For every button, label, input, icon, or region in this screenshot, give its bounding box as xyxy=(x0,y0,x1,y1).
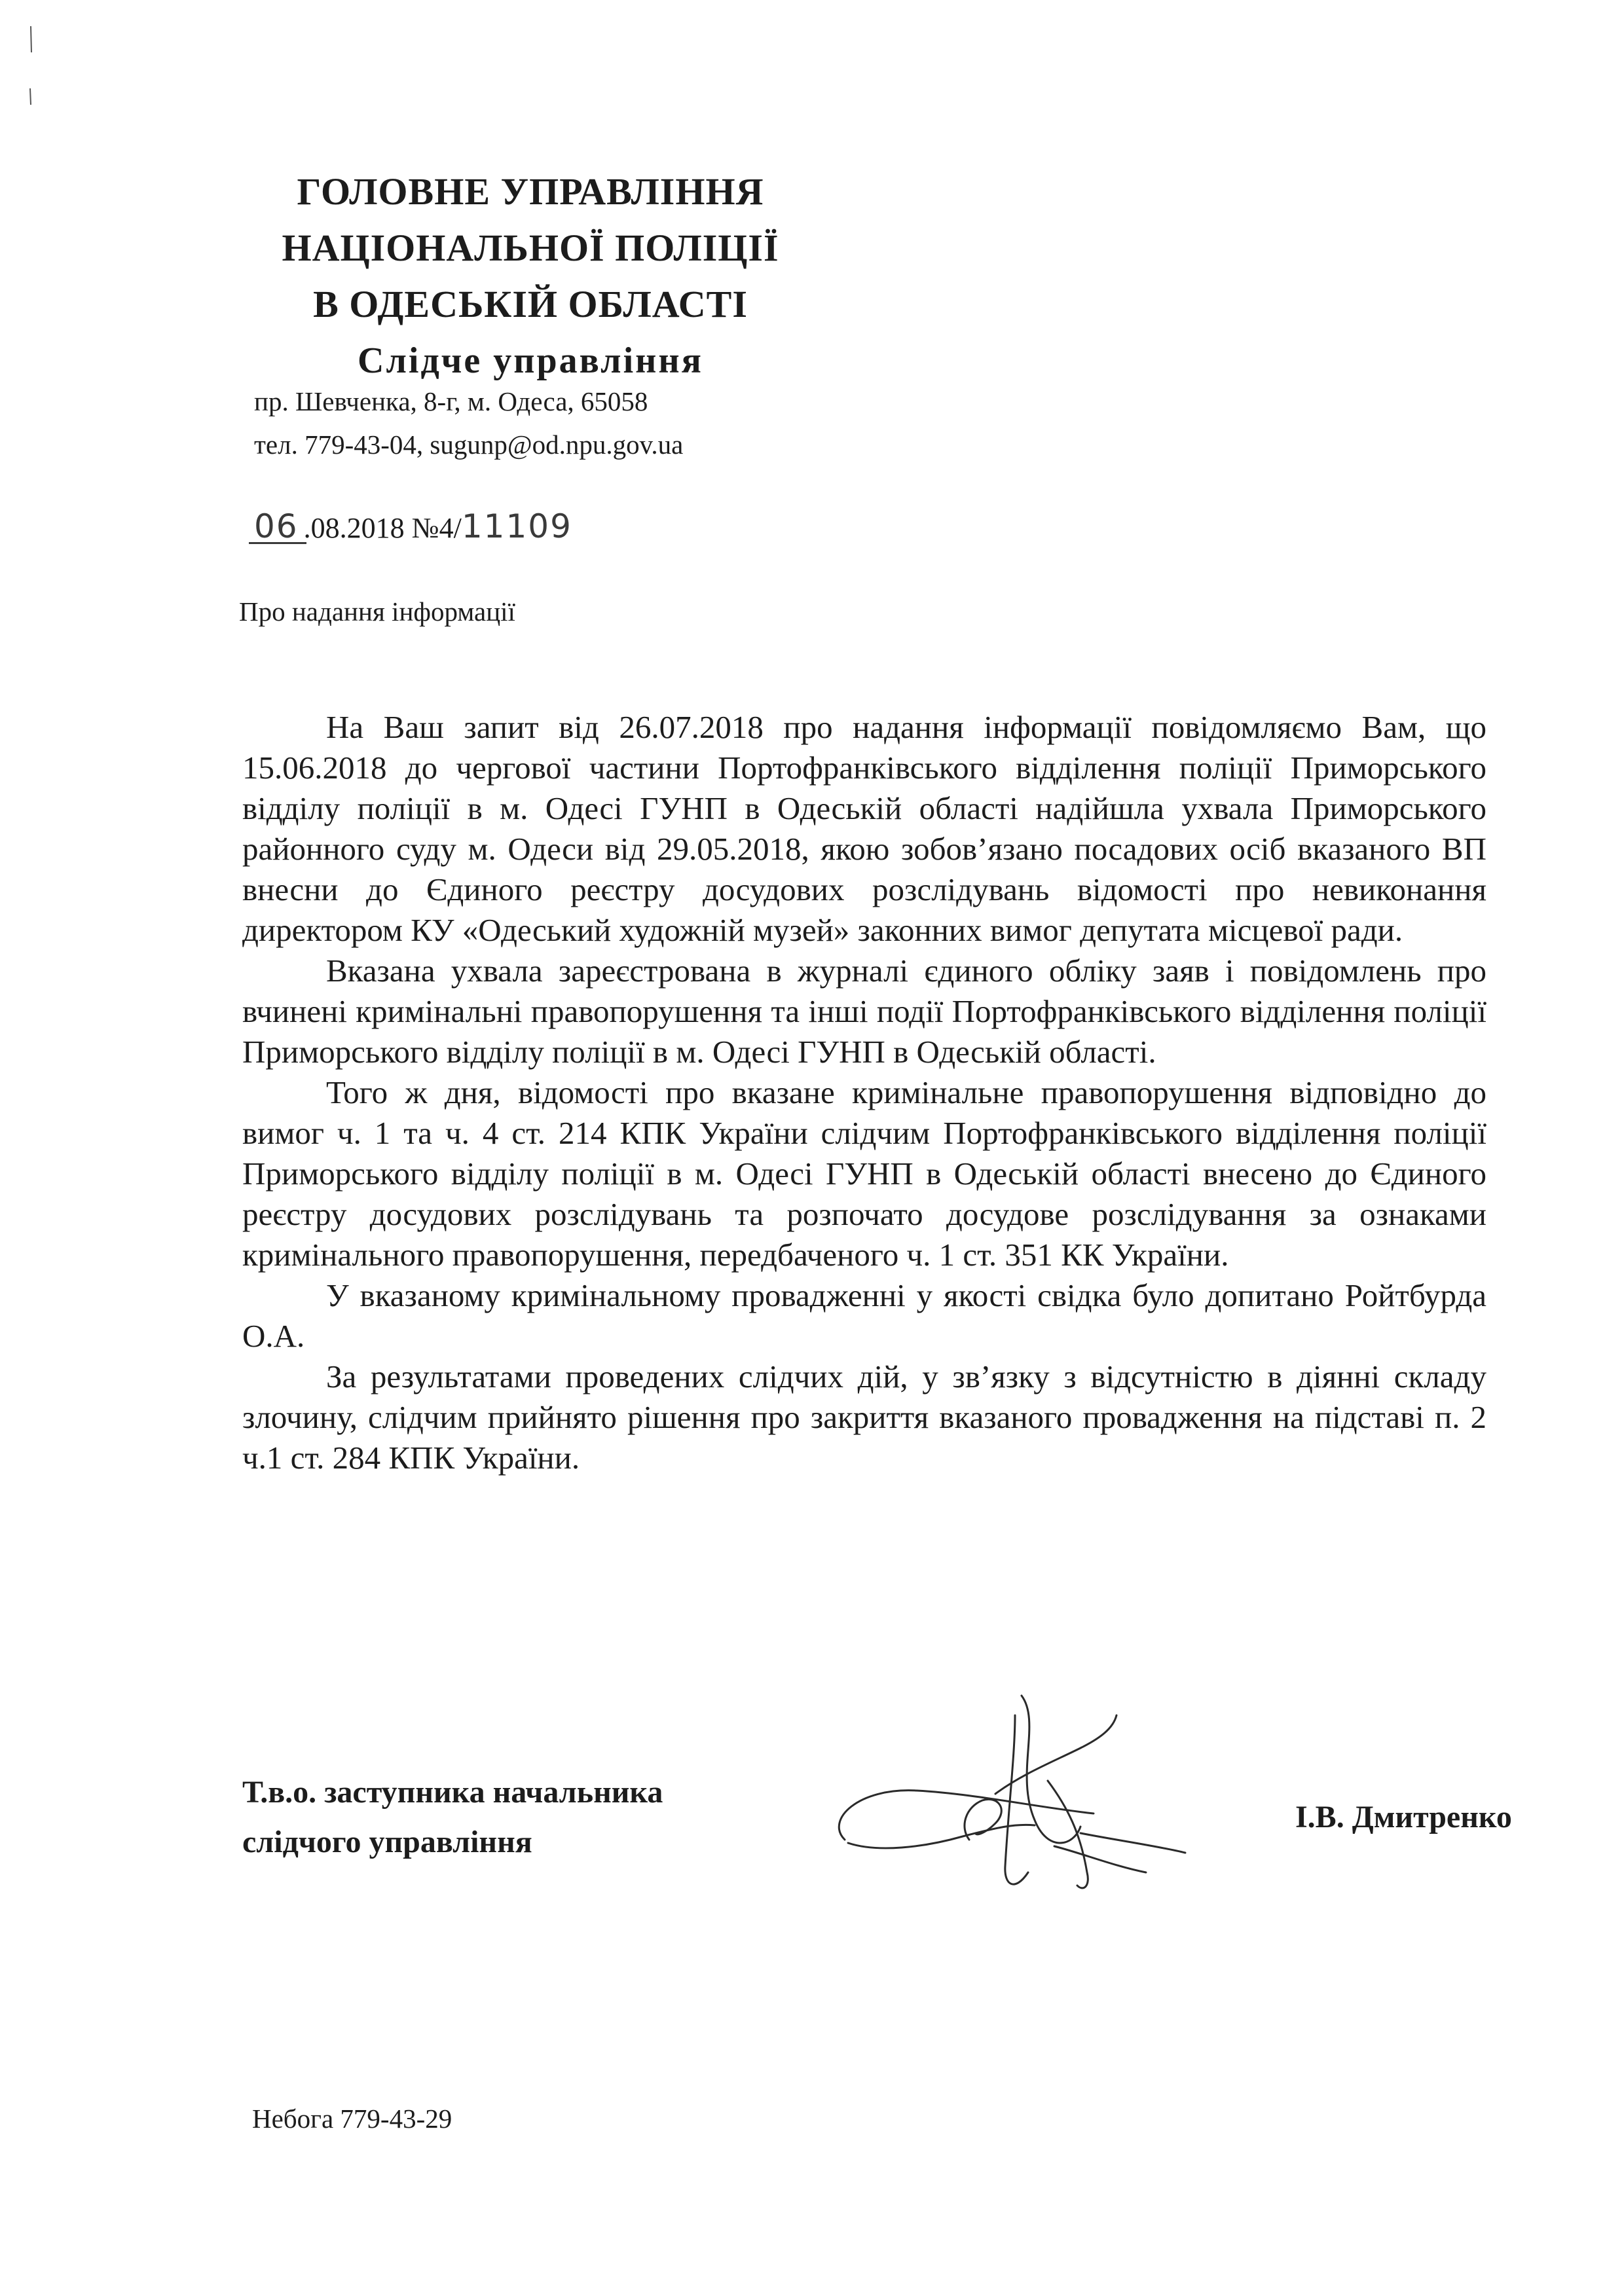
signatory-title-line-2: слідчого управління xyxy=(242,1825,532,1859)
department-name: Слідче управління xyxy=(358,340,703,381)
handwritten-number: 11109 xyxy=(461,507,572,545)
registration-date: .08.2018 №4/ xyxy=(303,512,462,544)
street-address: пр. Шевченка, 8-г, м. Одеса, 65058 xyxy=(254,386,648,416)
paragraph-4: У вказаному кримінальному провадженні у якості свідка було допитано Ройтбурда О.А. xyxy=(242,1277,1486,1354)
letter-subject: Про надання інформації xyxy=(239,596,515,627)
paragraph-5: За результатами проведених слідчих дій, у зв’язку з відсутністю в діянні складу злочину, слідчим прийнято рішення про закриття вказаного провадження на підставі п. 2 ч.1 ст. 284 КПК України. xyxy=(242,1358,1486,1476)
executor-info: Небога 779-43-29 xyxy=(252,2104,452,2134)
signer-name: І.В. Дмитренко xyxy=(1295,1800,1512,1834)
letterhead-line-2: НАЦІОНАЛЬНОЇ ПОЛІЦІЇ xyxy=(282,227,779,269)
scan-edge-mark xyxy=(29,26,33,105)
signatory-title-line-1: Т.в.о. заступника начальника xyxy=(242,1775,663,1810)
letterhead-line-1: ГОЛОВНЕ УПРАВЛІННЯ xyxy=(297,170,764,213)
handwritten-day: 06 xyxy=(249,507,304,545)
paragraph-2: Вказана ухвала зареєстрована в журналі єдиного обліку заяв і повідомлень про вчинені кримінальні правопорушення та інші події Портофранківського відділення поліції Приморського відділу поліції в м. Одесі ГУНП в Одеській області. xyxy=(242,953,1486,1070)
signatory-title xyxy=(242,1768,663,1867)
contact-info: тел. 779-43-04, sugunp@od.npu.gov.ua xyxy=(254,429,684,460)
paragraph-3: Того ж дня, відомості про вказане кримінальне правопорушення відповідно до вимог ч. 1 та ч. 4 ст. 214 КПК України слідчим Портофранківського відділення поліції Приморського відділу поліції в м. Одесі ГУНП в Одеській області внесено до Єдиного реєстру досудових розслідувань та розпочато досудове розслідування за ознаками кримінального правопорушення, передбаченого ч. 1 ст. 351 КК України. xyxy=(242,1074,1486,1273)
paragraph-1: На Ваш запит від 26.07.2018 про надання інформації повідомляємо Вам, що 15.06.2018 до чергової частини Портофранківського відділення поліції Приморського відділу поліції в м. Одесі ГУНП в Одеській області надійшла ухвала Приморського районного суду м. Одеси від 29.05.2018, якою зобов’язано посадових осіб вказаного ВП внесни до Єдиного реєстру досудових розслідувань відомості про невиконання директором КУ «Одеський художній музей» законних вимог депутата місцевої ради. xyxy=(242,709,1486,948)
handwritten-signature xyxy=(819,1676,1211,1912)
registration-line xyxy=(249,507,572,545)
letterhead-line-3: В ОДЕСЬКІЙ ОБЛАСТІ xyxy=(313,283,748,325)
letter-body xyxy=(242,707,1486,1478)
letterhead xyxy=(223,164,838,389)
address-block xyxy=(254,380,683,466)
